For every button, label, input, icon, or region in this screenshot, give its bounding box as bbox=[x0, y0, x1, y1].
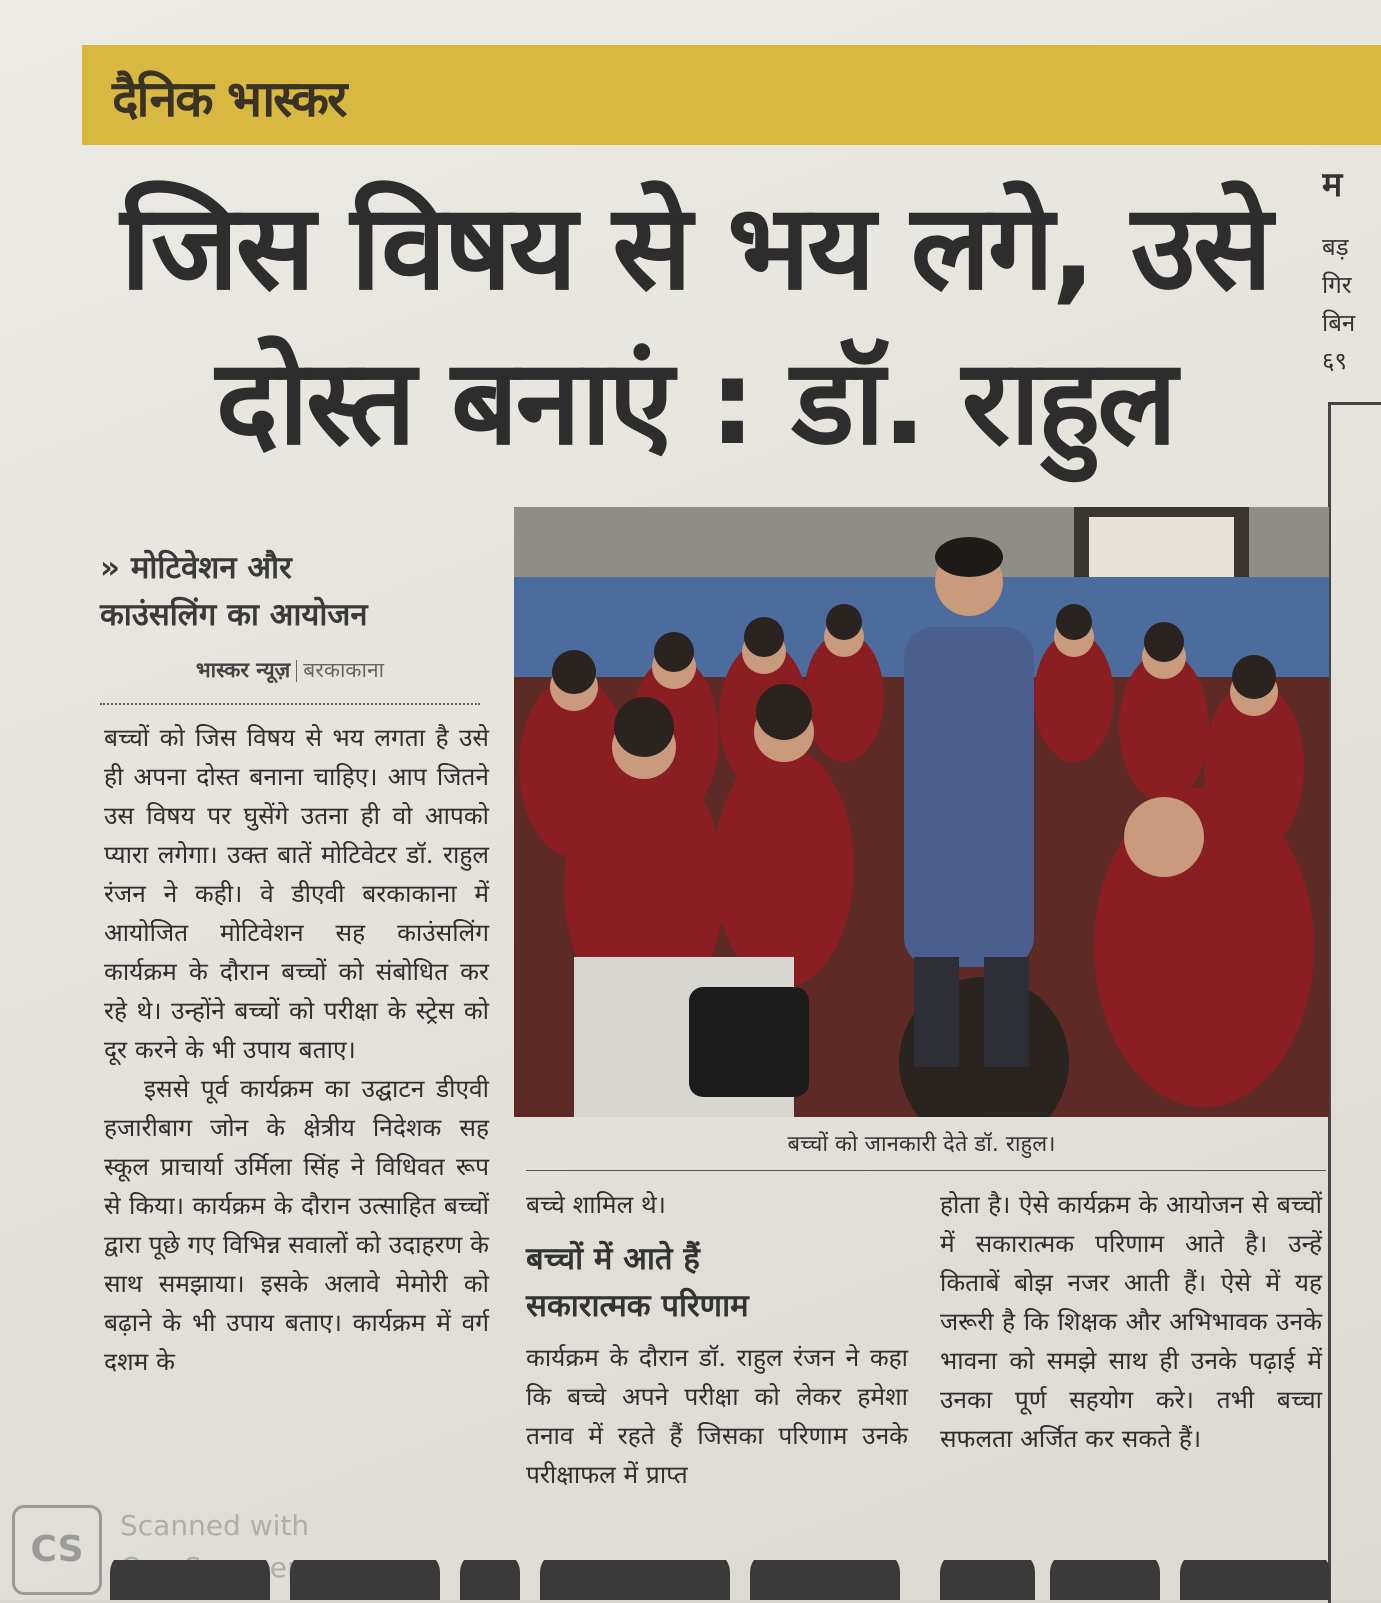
cut-headline-shape bbox=[460, 1560, 520, 1600]
subhead-line-1: मोटिवेशन और bbox=[130, 550, 292, 586]
subhead-line-2: काउंसलिंग का आयोजन bbox=[100, 597, 368, 633]
cut-headline-shape bbox=[540, 1560, 730, 1600]
photo-caption: बच्चों को जानकारी देते डॉ. राहुल। bbox=[787, 1132, 1056, 1157]
cut-headline-shape bbox=[1050, 1560, 1160, 1600]
fragment-line: बड़ bbox=[1322, 233, 1349, 261]
watermark-line-1: Scanned with bbox=[120, 1509, 310, 1542]
section-subhead-line-1: बच्चों में आते हैं bbox=[526, 1241, 700, 1277]
cut-headline-shape bbox=[1180, 1560, 1330, 1600]
fragment-line: बिन bbox=[1322, 309, 1356, 337]
cut-headline-shape bbox=[750, 1560, 900, 1600]
body-column-1 bbox=[104, 718, 489, 1381]
fragment-line: गिर bbox=[1322, 271, 1352, 299]
subhead-marker-icon: » bbox=[100, 550, 121, 586]
body-column-2 bbox=[526, 1185, 908, 1494]
section-subhead bbox=[526, 1236, 908, 1330]
body-paragraph: कार्यक्रम के दौरान डॉ. राहुल रंजन ने कहा कि बच्चे अपने परीक्षा को लेकर हमेशा तनाव में रहते हैं जिसका परिणाम उनके परीक्षाफल में प्राप्त bbox=[526, 1343, 908, 1489]
cut-headline-shape bbox=[940, 1560, 1035, 1600]
byline-divider bbox=[296, 660, 297, 682]
adjacent-article-fragment bbox=[1322, 150, 1381, 410]
cut-headline-shape bbox=[110, 1560, 270, 1600]
fragment-line: ६९ bbox=[1322, 347, 1347, 375]
body-paragraph: होता है। ऐसे कार्यक्रम के आयोजन से बच्चों में सकारात्मक परिणाम आते है। उन्हें किताबें बोझ नजर आती हैं। ऐसे में यह जरूरी है कि शिक्षक और अभिभावक उनके भावना को समझे साथ ही उनके पढ़ाई में उनका पूर्ण सहयोग करे। तभी बच्चा सफलता अर्जित कर सकते हैं। bbox=[940, 1190, 1322, 1453]
byline bbox=[100, 656, 480, 684]
byline-place: बरकाकाना bbox=[303, 658, 385, 682]
article-subhead bbox=[100, 545, 480, 639]
body-paragraph: बच्चे शामिल थे। bbox=[526, 1190, 666, 1219]
body-paragraph: इससे पूर्व कार्यक्रम का उद्घाटन डीएवी हजारीबाग जोन के क्षेत्रीय निदेशक सह स्कूल प्राचार्या उर्मिला सिंह ने विधिवत रूप से किया। कार्यक्रम के दौरान उत्साहित बच्चों द्वारा पूछे गए विभिन्न सवालों को उदाहरण के साथ समझाया। इसके अलावे मेमोरी को बढ़ाने के भी उपाय बताए। कार्यक्रम में वर्ग दशम के bbox=[104, 1074, 489, 1376]
masthead-band bbox=[82, 45, 1381, 145]
next-headline-fragment bbox=[100, 1560, 1381, 1600]
section-subhead-line-2: सकारात्मक परिणाम bbox=[526, 1288, 749, 1324]
camscanner-logo-icon: CS bbox=[12, 1505, 102, 1595]
dotted-rule bbox=[100, 703, 480, 705]
fragment-line: म bbox=[1322, 165, 1343, 205]
masthead-title: दैनिक भास्कर bbox=[112, 70, 346, 128]
body-column-3 bbox=[940, 1185, 1322, 1458]
byline-agency: भास्कर न्यूज़ bbox=[195, 658, 291, 682]
adjacent-box-border bbox=[1328, 402, 1381, 1603]
body-paragraph: बच्चों को जिस विषय से भय लगता है उसे ही अपना दोस्त बनाना चाहिए। आप जितने उस विषय पर घुसेंगे उतना ही वो आपको प्यारा लगेगा। उक्त बातें मोटिवेटर डॉ. राहुल रंजन ने कही। वे डीएवी बरकाकाना में आयोजित मोटिवेशन सह काउंसलिंग कार्यक्रम के दौरान बच्चों को संबोधित कर रहे थे। उन्होंने बच्चों को परीक्षा के स्ट्रेस को दूर करने के भी उपाय बताए। bbox=[104, 723, 489, 1064]
headline-line-1: जिस विषय से भय लगे, उसे bbox=[120, 178, 1270, 316]
classroom-photo-illustration bbox=[514, 507, 1329, 1117]
caption-rule bbox=[526, 1170, 1326, 1171]
headline bbox=[80, 170, 1310, 480]
article-photo bbox=[514, 507, 1329, 1117]
headline-line-2: दोस्त बनाएं : डॉ. राहुल bbox=[215, 333, 1175, 471]
cut-headline-shape bbox=[290, 1560, 440, 1600]
